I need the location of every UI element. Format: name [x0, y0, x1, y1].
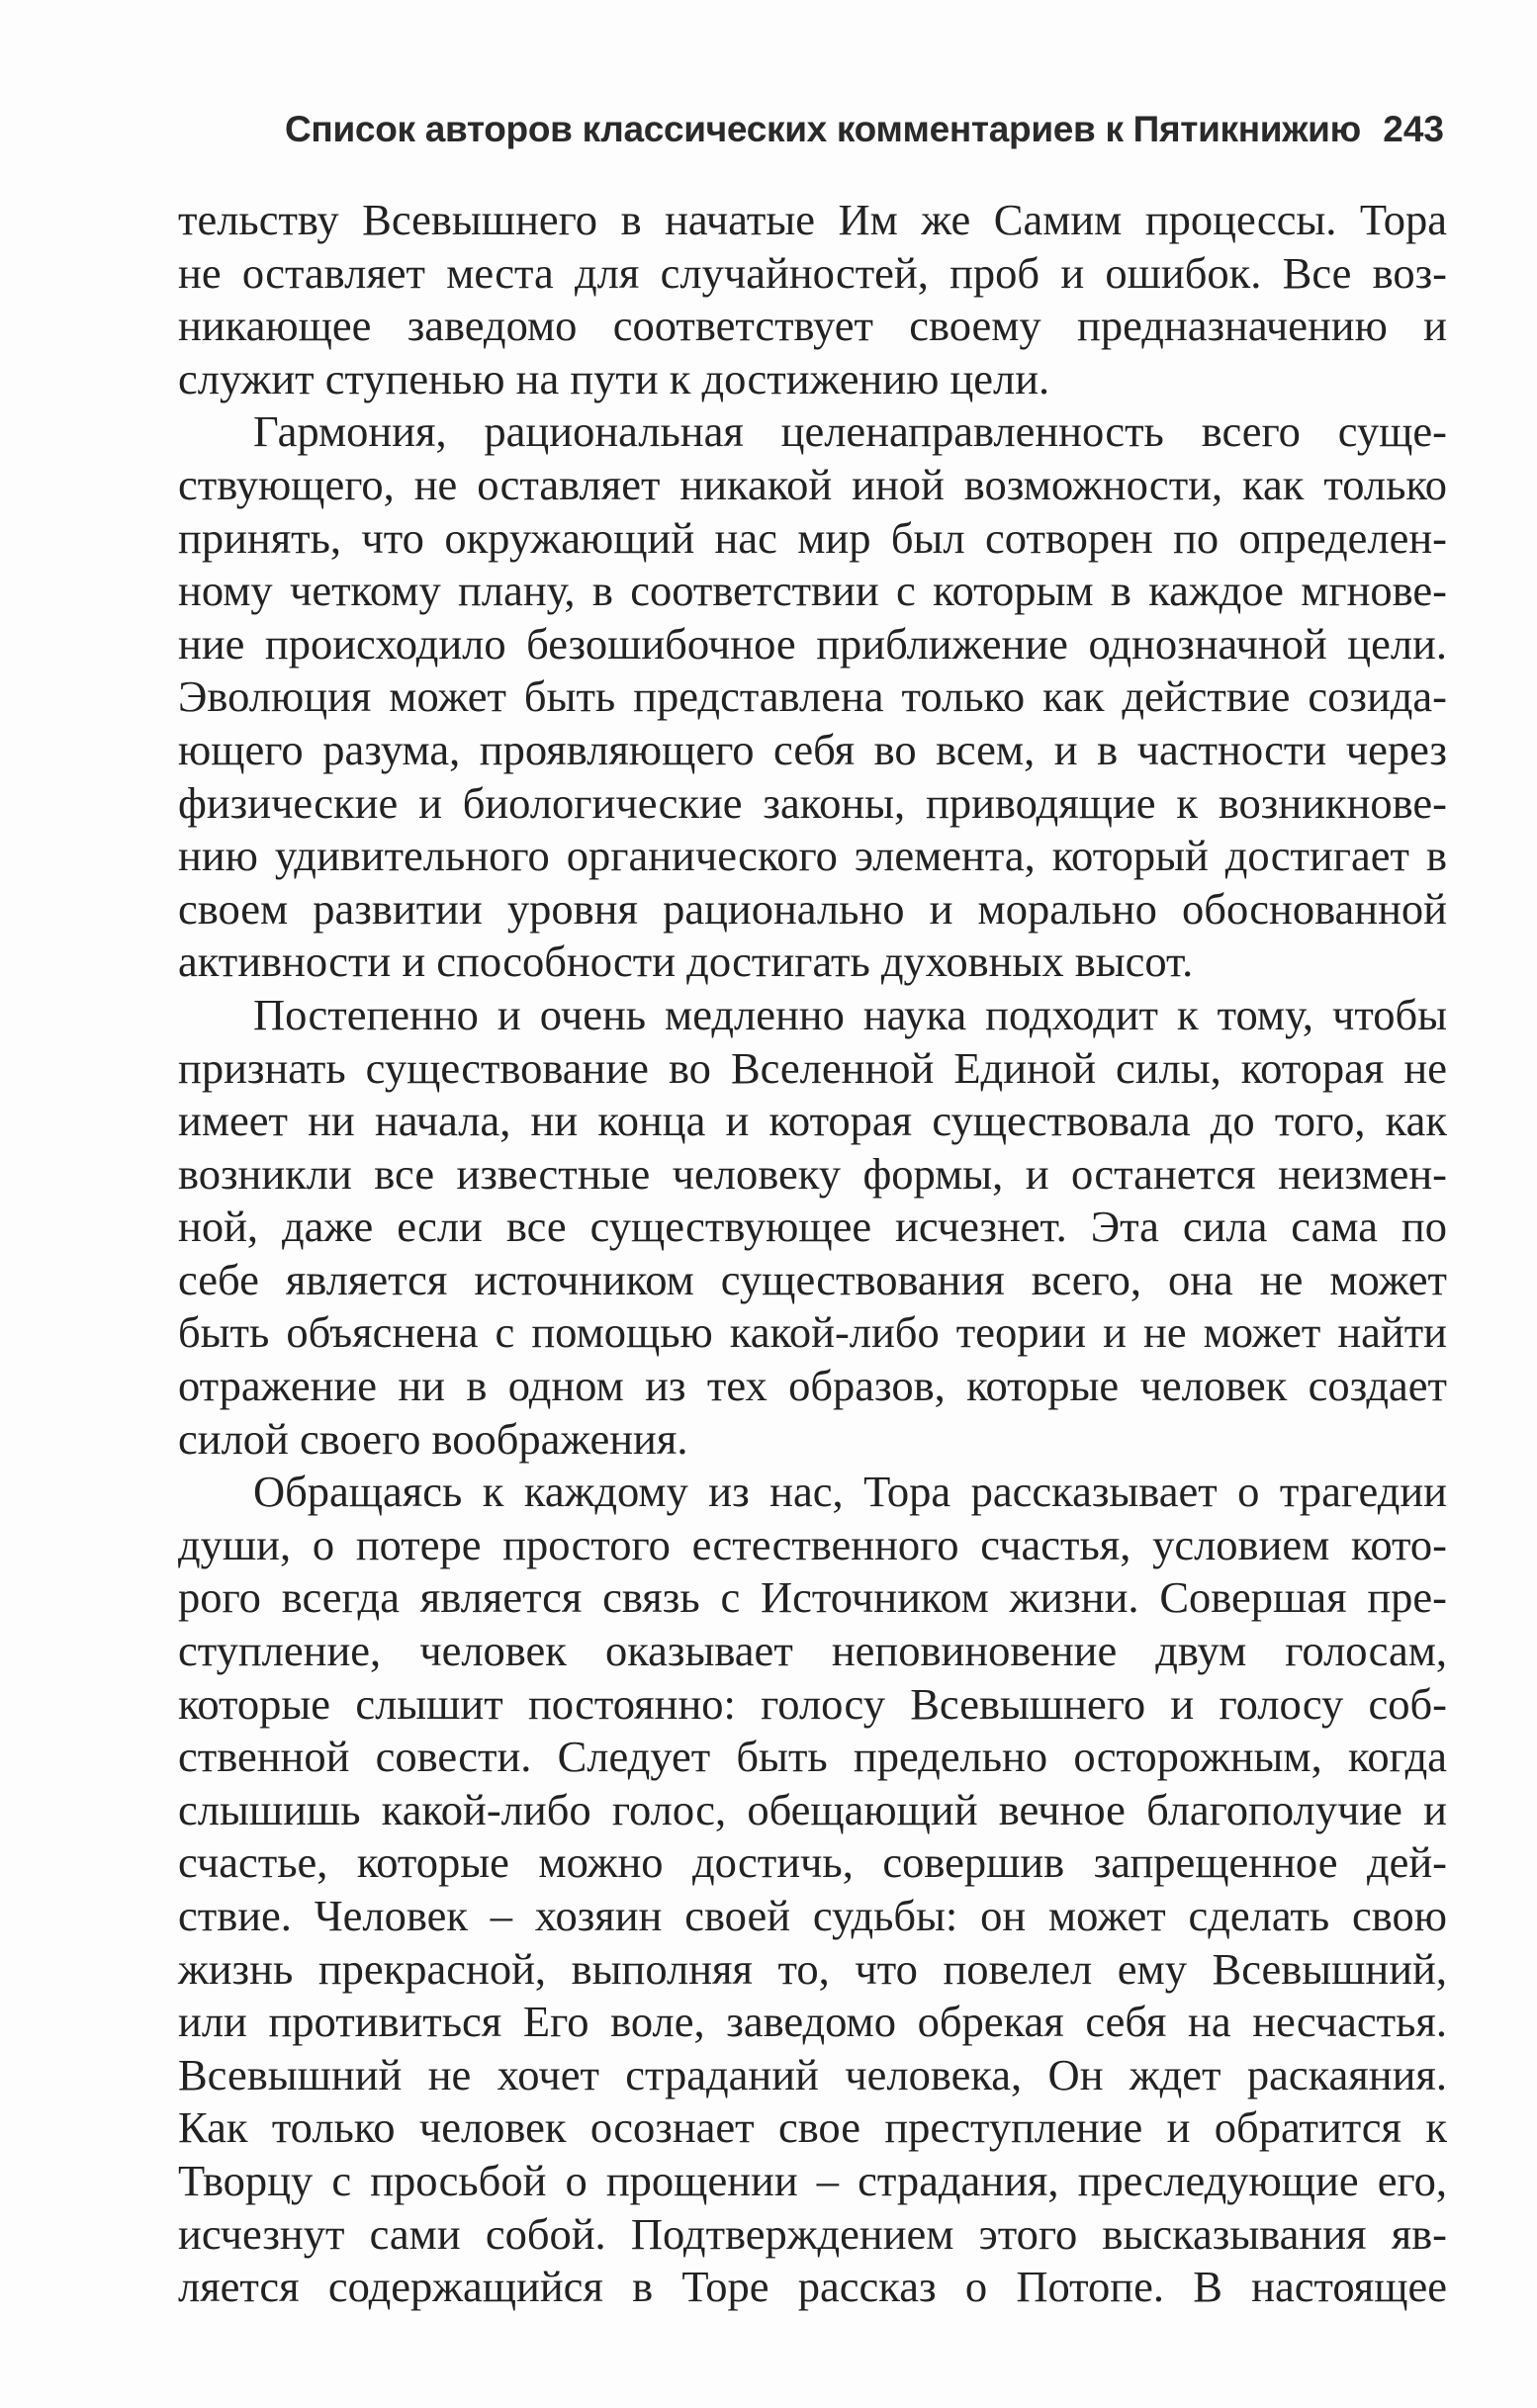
text-line: которые слышит постоянно: голосу Всевышнего и голосу соб-: [178, 1678, 1447, 1729]
text-line: или противиться Его воле, заведомо обрекая себя на несчастья.: [178, 1997, 1447, 2047]
running-head-title: Список авторов классических комментариев к Пятикнижию: [285, 109, 1361, 149]
text-line: возникли все известные человеку формы, и останется неизмен-: [178, 1148, 1447, 1199]
text-line: нию удивительного органического элемента, который достигает в: [178, 831, 1447, 881]
text-line: быть объяснена с помощью какой-либо теории и не может найти: [178, 1307, 1447, 1358]
text-line: Творцу с просьбой о прощении – страдания, преследующие его,: [178, 2155, 1447, 2205]
text-line: счастье, которые можно достичь, совершив запрещенное дей-: [178, 1837, 1447, 1888]
text-line: физические и биологические законы, приводящие к возникнове-: [178, 777, 1447, 828]
page-number: 243: [1383, 109, 1444, 149]
text-line: Всевышний не хочет страданий человека, Он ждет раскаяния.: [178, 2049, 1447, 2099]
text-line: рого всегда является связь с Источником жизни. Совершая пре-: [178, 1572, 1447, 1623]
text-line: себе является источником существования всего, она не может: [178, 1254, 1447, 1304]
text-line: принять, что окружающий нас мир был сотворен по определен-: [178, 512, 1447, 563]
text-line: не оставляет места для случайностей, проб и ошибок. Все воз-: [178, 247, 1447, 298]
text-line: жизнь прекрасной, выполняя то, что повелел ему Всевышний,: [178, 1943, 1447, 1994]
text-line: Гармония, рациональная целенаправленность всего суще-: [253, 406, 1447, 457]
text-line: признать существование во Вселенной Единой силы, которая не: [178, 1042, 1447, 1093]
text-line: имеет ни начала, ни конца и которая существовала до того, как: [178, 1096, 1447, 1146]
paragraph: [178, 405, 1447, 989]
text-line: ступление, человек оказывает неповиновение двум голосам,: [178, 1626, 1447, 1676]
text-line: ствующего, не оставляет никакой иной возможности, как только: [178, 459, 1447, 509]
paragraph: [178, 1466, 1447, 2314]
body-text: [178, 194, 1447, 2314]
text-line: Постепенно и очень медленно наука подходит к тому, чтобы: [253, 989, 1447, 1039]
paragraph: [178, 989, 1447, 1466]
text-line: активности и способности достигать духовных высот.: [178, 936, 1194, 987]
text-line: Эволюция может быть представлена только как действие созида-: [178, 671, 1447, 722]
text-line: силой своего воображения.: [178, 1413, 688, 1464]
text-line: слышишь какой-либо голос, обещающий вечное благополучие и: [178, 1784, 1447, 1834]
paragraph: [178, 194, 1447, 405]
text-line: ной, даже если все существующее исчезнет. Эта сила сама по: [178, 1202, 1447, 1252]
text-line: ственной совести. Следует быть предельно осторожным, когда: [178, 1732, 1447, 1782]
text-line: никающее заведомо соответствует своему предназначению и: [178, 301, 1447, 351]
text-line: исчезнут сами собой. Подтверждением этого высказывания яв-: [178, 2208, 1447, 2259]
text-line: Обращаясь к каждому из нас, Тора рассказывает о трагедии: [253, 1467, 1447, 1517]
text-line: ствие. Человек – хозяин своей судьбы: он может сделать свою: [178, 1891, 1447, 1940]
text-line: Как только человек осознает свое преступление и обратится к: [178, 2102, 1447, 2153]
text-line: тельству Всевышнего в начатые Им же Самим процессы. Тора: [178, 195, 1447, 244]
text-line: ющего разума, проявляющего себя во всем, и в частности через: [178, 724, 1447, 774]
text-line: ному четкому плану, в соответствии с которым в каждое мгнове-: [178, 566, 1447, 616]
text-line: своем развитии уровня рационально и морально обоснованной: [178, 883, 1447, 934]
text-line: отражение ни в одном из тех образов, которые человек создает: [178, 1361, 1447, 1411]
text-line: души, о потере простого естественного счастья, условием кото-: [178, 1519, 1447, 1569]
text-line: ние происходило безошибочное приближение однозначной цели.: [178, 618, 1447, 669]
text-line: служит ступенью на пути к достижению цели.: [178, 353, 1050, 403]
running-header: [273, 95, 1444, 164]
text-line: ляется содержащийся в Торе рассказ о Потопе. В настоящее: [178, 2262, 1447, 2312]
